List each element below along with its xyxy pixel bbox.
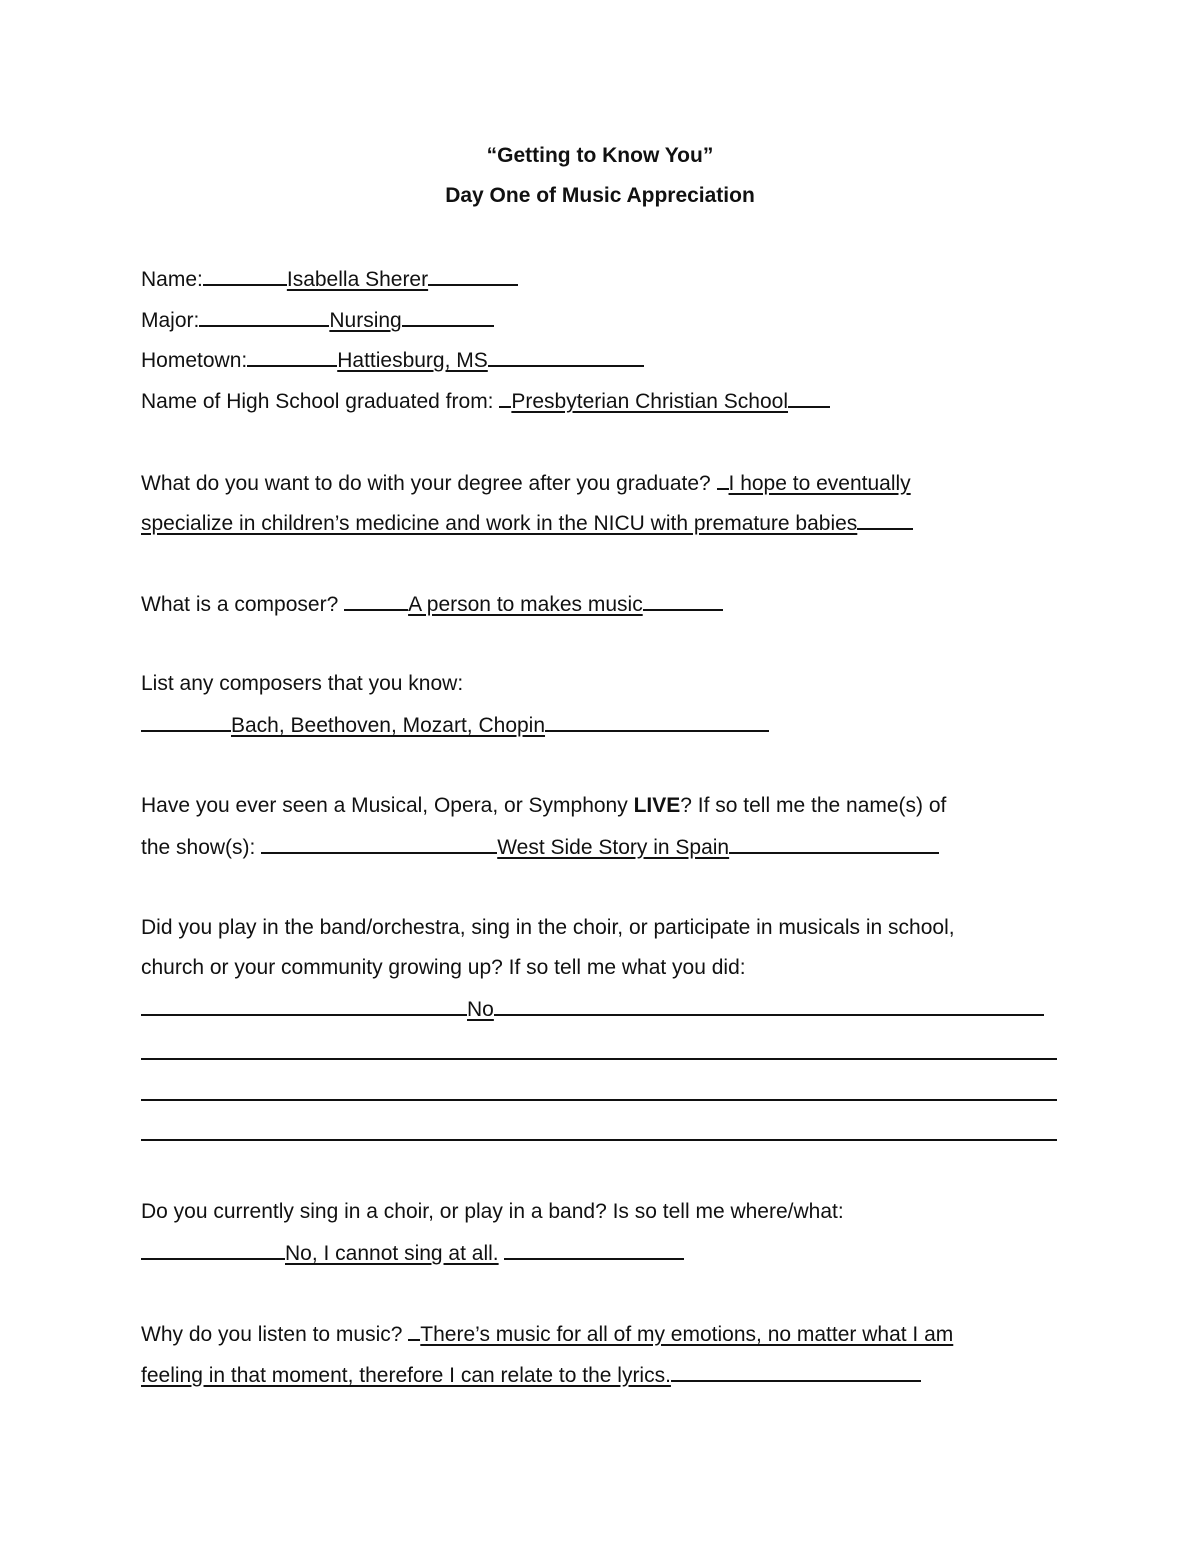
page-title: “Getting to Know You” — [486, 144, 714, 167]
page-subtitle: Day One of Music Appreciation — [445, 184, 755, 207]
hometown-row — [141, 347, 644, 373]
why-answer-row — [141, 1362, 921, 1388]
composer-row — [141, 591, 723, 617]
major-row — [141, 307, 494, 333]
name-value: Isabella Sherer — [286, 268, 429, 291]
degree-answer-line2: specialize in children’s medicine and work in the NICU with premature babies — [141, 512, 858, 535]
composers-list-answer: Bach, Beethoven, Mozart, Chopin — [231, 714, 546, 737]
current-answer-row — [141, 1240, 684, 1266]
name-row — [141, 266, 518, 292]
composers-list-question: List any composers that you know: — [141, 672, 464, 695]
composer-answer: A person to makes music — [408, 593, 643, 616]
hometown-value: Hattiesburg, MS — [337, 349, 488, 372]
name-label: Name: — [141, 268, 203, 291]
high-school-label: Name of High School graduated from: — [141, 390, 494, 413]
live-question-row — [141, 794, 946, 818]
composers-list-row — [141, 712, 769, 738]
composer-question: What is a composer? — [141, 593, 339, 616]
degree-answer-line1: I hope to eventually — [728, 472, 911, 495]
degree-question-row — [141, 470, 911, 496]
band-question-line1: Did you play in the band/orchestra, sing in the choir, or participate in musicals in school, — [141, 916, 955, 939]
why-question: Why do you listen to music? — [141, 1323, 403, 1346]
live-answer: West Side Story in Spain — [497, 836, 730, 859]
why-answer-line2: feeling in that moment, therefore I can relate to the lyrics. — [141, 1364, 671, 1387]
major-value: Nursing — [329, 309, 402, 332]
current-question: Do you currently sing in a choir, or play in a band? Is so tell me where/what: — [141, 1200, 844, 1223]
blank-answer-line-2 — [141, 1081, 1057, 1107]
live-question-bold: LIVE — [633, 794, 681, 817]
current-answer: No, I cannot sing at all. — [285, 1242, 499, 1265]
live-question-part1: Have you ever seen a Musical, Opera, or Symphony — [141, 794, 628, 817]
high-school-value: Presbyterian Christian School — [511, 390, 789, 413]
why-answer-line1: There’s music for all of my emotions, no matter what I am — [420, 1323, 954, 1346]
live-question-line2: the show(s): — [141, 836, 256, 859]
degree-answer-row — [141, 510, 913, 536]
why-question-row — [141, 1321, 953, 1347]
blank-answer-line-1 — [141, 1040, 1057, 1066]
live-question-part2: ? If so tell me the name(s) of — [680, 794, 947, 817]
blank-answer-line-3 — [141, 1121, 1057, 1147]
band-answer: No — [467, 998, 494, 1021]
live-answer-row — [141, 834, 939, 860]
degree-question: What do you want to do with your degree after you graduate? — [141, 472, 711, 495]
high-school-row — [141, 388, 830, 414]
hometown-label: Hometown: — [141, 349, 248, 372]
major-label: Major: — [141, 309, 200, 332]
band-answer-row — [141, 996, 1044, 1022]
band-question-line2: church or your community growing up? If so tell me what you did: — [141, 956, 746, 979]
